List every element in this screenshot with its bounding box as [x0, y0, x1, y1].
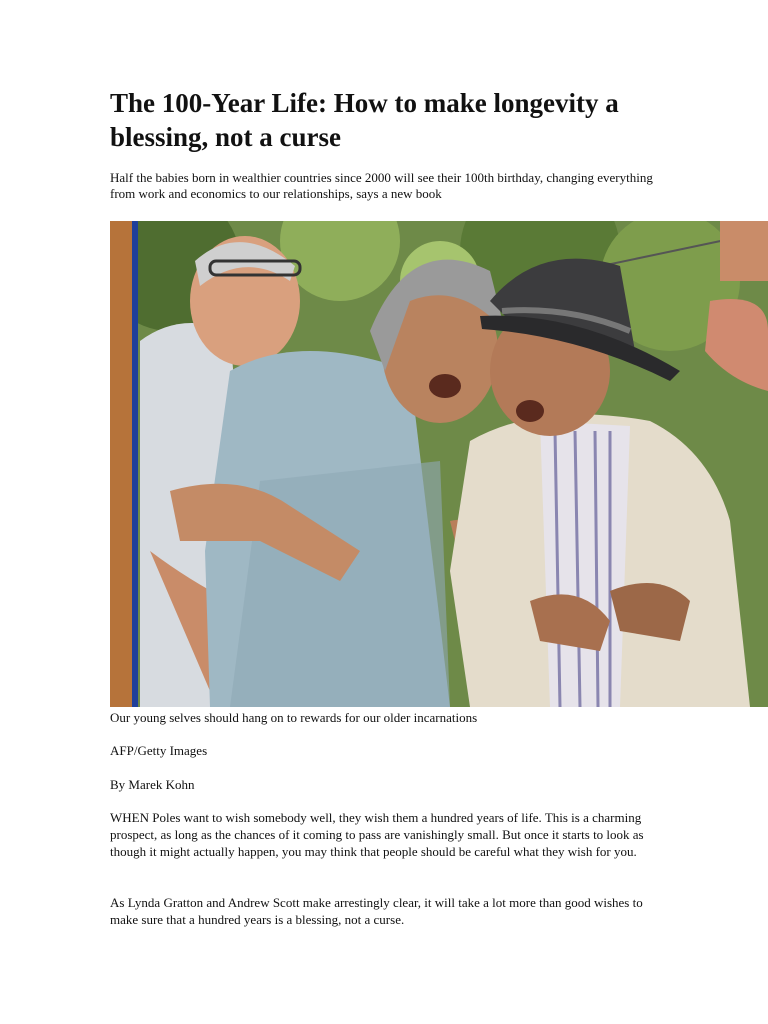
article-subhead: Half the babies born in wealthier countries since 2000 will see their 100th birthday, changing everything from work and economics to our relationships, says a new book: [110, 170, 653, 201]
photo-credit: AFP/Getty Images: [110, 743, 208, 758]
body-paragraph: As Lynda Gratton and Andrew Scott make arrestingly clear, it will take a lot more than good wishes to make sure that a hundred years is a blessing, not a curse.: [110, 895, 643, 927]
photo-illustration: [110, 221, 768, 707]
article-photo: [110, 221, 768, 707]
photo-caption: Our young selves should hang on to rewards for our older incarnations: [110, 710, 478, 725]
article-byline: By Marek Kohn: [110, 777, 195, 792]
article-title: The 100-Year Life: How to make longevity a blessing, not a curse: [110, 88, 619, 152]
body-paragraph: WHEN Poles want to wish somebody well, they wish them a hundred years of life. This is a charming prospect, as long as the chances of it coming to pass are vanishingly small. But once it starts to look as though it might actually happen, you may think that people should be careful what they wish for you.: [110, 810, 644, 859]
